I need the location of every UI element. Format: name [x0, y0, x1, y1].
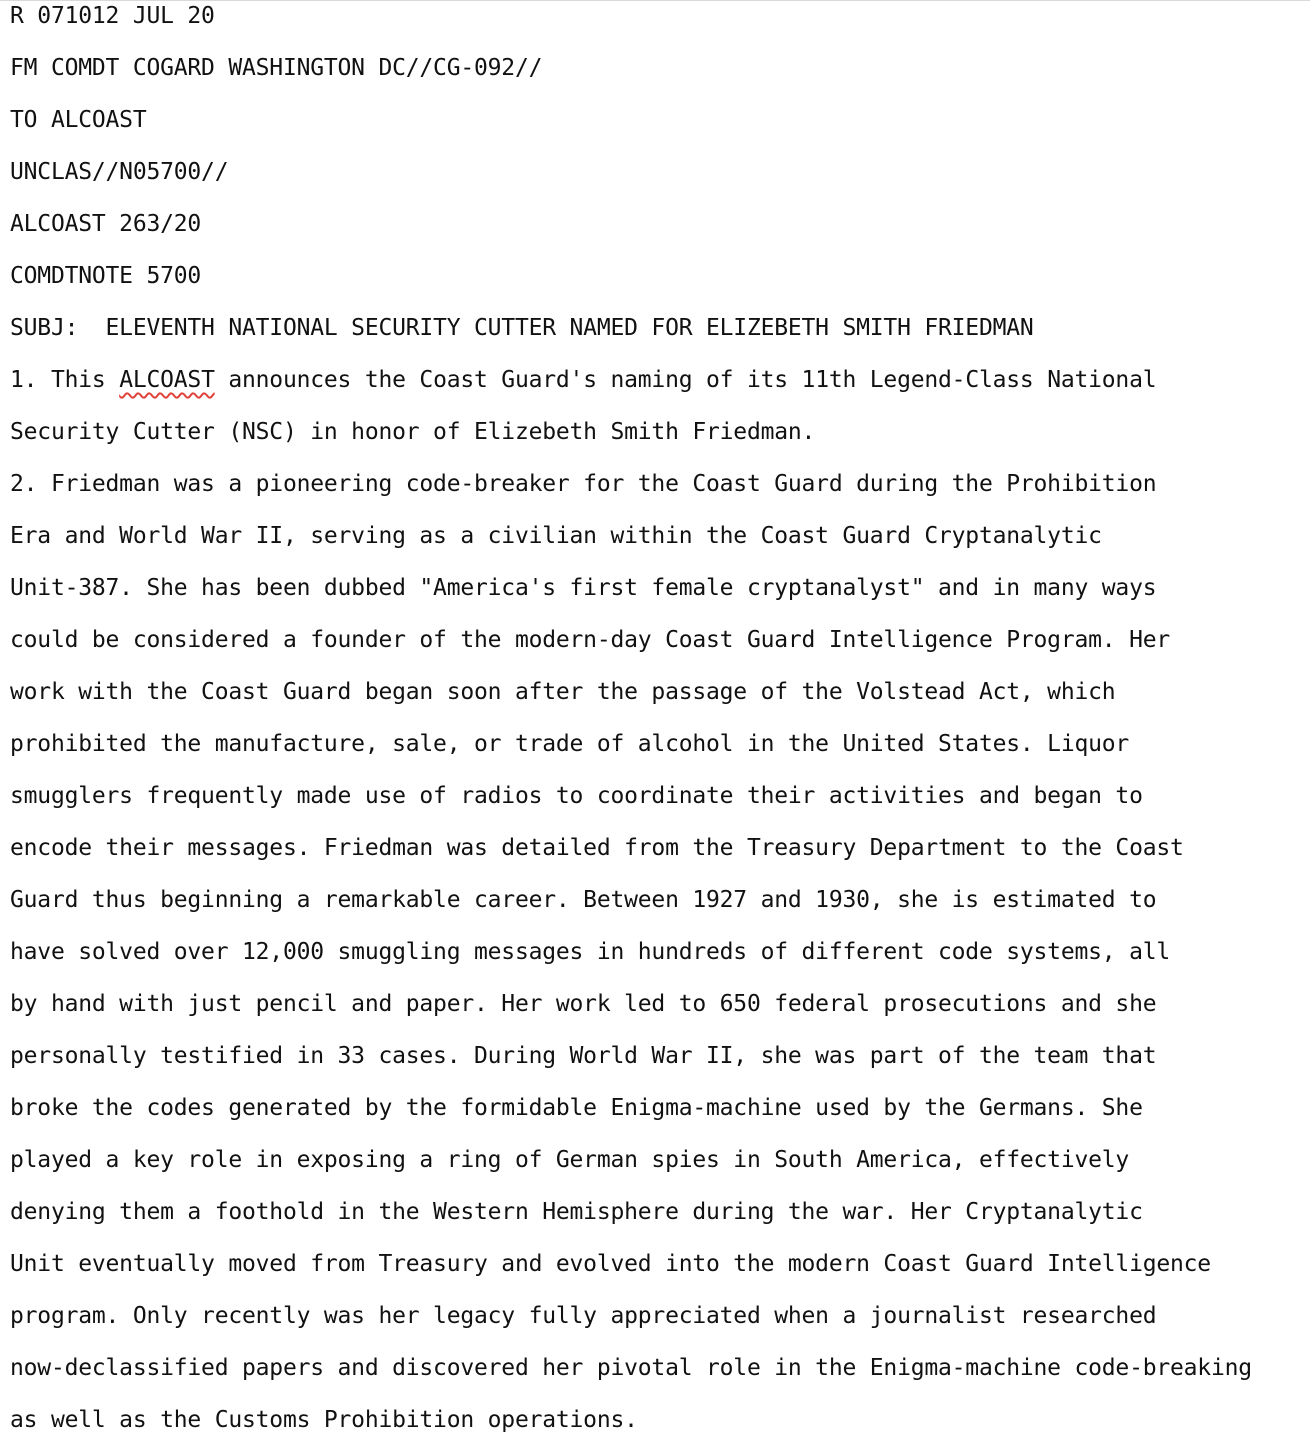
paragraph-2-line: now-declassified papers and discovered her pivotal role in the Enigma-machine code-breaking	[10, 1355, 1252, 1381]
paragraph-2-line: Guard thus beginning a remarkable career. Between 1927 and 1930, she is estimated to	[10, 887, 1157, 913]
paragraph-2-line: prohibited the manufacture, sale, or trade of alcohol in the United States. Liquor	[10, 731, 1130, 757]
from-line: FM COMDT COGARD WASHINGTON DC//CG-092//	[10, 55, 543, 81]
paragraph-2-line: have solved over 12,000 smuggling messages in hundreds of different code systems, all	[10, 939, 1171, 965]
paragraph-1-line: Security Cutter (NSC) in honor of Elizebeth Smith Friedman.	[10, 419, 816, 445]
paragraph-2-line: Unit-387. She has been dubbed "America's first female cryptanalyst" and in many ways	[10, 575, 1157, 601]
paragraph-2-line: 2. Friedman was a pioneering code-breaker for the Coast Guard during the Prohibition	[10, 471, 1157, 497]
paragraph-2-line: could be considered a founder of the modern-day Coast Guard Intelligence Program. Her	[10, 627, 1171, 653]
comdtnote-line: COMDTNOTE 5700	[10, 263, 202, 289]
paragraph-2-line: personally testified in 33 cases. During World War II, she was part of the team that	[10, 1043, 1157, 1069]
alcoast-number-line: ALCOAST 263/20	[10, 211, 202, 237]
classification-line: UNCLAS//N05700//	[10, 159, 229, 185]
paragraph-2-line: Unit eventually moved from Treasury and evolved into the modern Coast Guard Intelligence	[10, 1251, 1211, 1277]
paragraph-2-line: smugglers frequently made use of radios to coordinate their activities and began to	[10, 783, 1143, 809]
spellcheck-flagged-word[interactable]: ALCOAST	[119, 367, 215, 393]
dtg-line: R 071012 JUL 20	[10, 3, 215, 29]
paragraph-2-line: broke the codes generated by the formidable Enigma-machine used by the Germans. She	[10, 1095, 1143, 1121]
paragraph-2-line: program. Only recently was her legacy fully appreciated when a journalist researched	[10, 1303, 1157, 1329]
to-line: TO ALCOAST	[10, 107, 147, 133]
paragraph-2-line: by hand with just pencil and paper. Her work led to 650 federal prosecutions and she	[10, 991, 1157, 1017]
paragraph-2-line: work with the Coast Guard began soon after the passage of the Volstead Act, which	[10, 679, 1116, 705]
paragraph-1-line	[10, 354, 1305, 406]
paragraph-1-suffix: announces the Coast Guard's naming of its 11th Legend-Class National	[214, 367, 1157, 393]
paragraph-2-line: Era and World War II, serving as a civilian within the Coast Guard Cryptanalytic	[10, 523, 1102, 549]
paragraph-2-line: as well as the Customs Prohibition operations.	[10, 1407, 638, 1433]
paragraph-1-prefix: 1. This	[10, 367, 120, 393]
paragraph-2-line: encode their messages. Friedman was detailed from the Treasury Department to the Coast	[10, 835, 1184, 861]
subject-line: SUBJ: ELEVENTH NATIONAL SECURITY CUTTER NAMED FOR ELIZEBETH SMITH FRIEDMAN	[10, 315, 1034, 341]
paragraph-2-line: played a key role in exposing a ring of German spies in South America, effectively	[10, 1147, 1130, 1173]
message-text-area[interactable]	[10, 0, 1305, 1446]
paragraph-2-line: denying them a foothold in the Western Hemisphere during the war. Her Cryptanalytic	[10, 1199, 1143, 1225]
